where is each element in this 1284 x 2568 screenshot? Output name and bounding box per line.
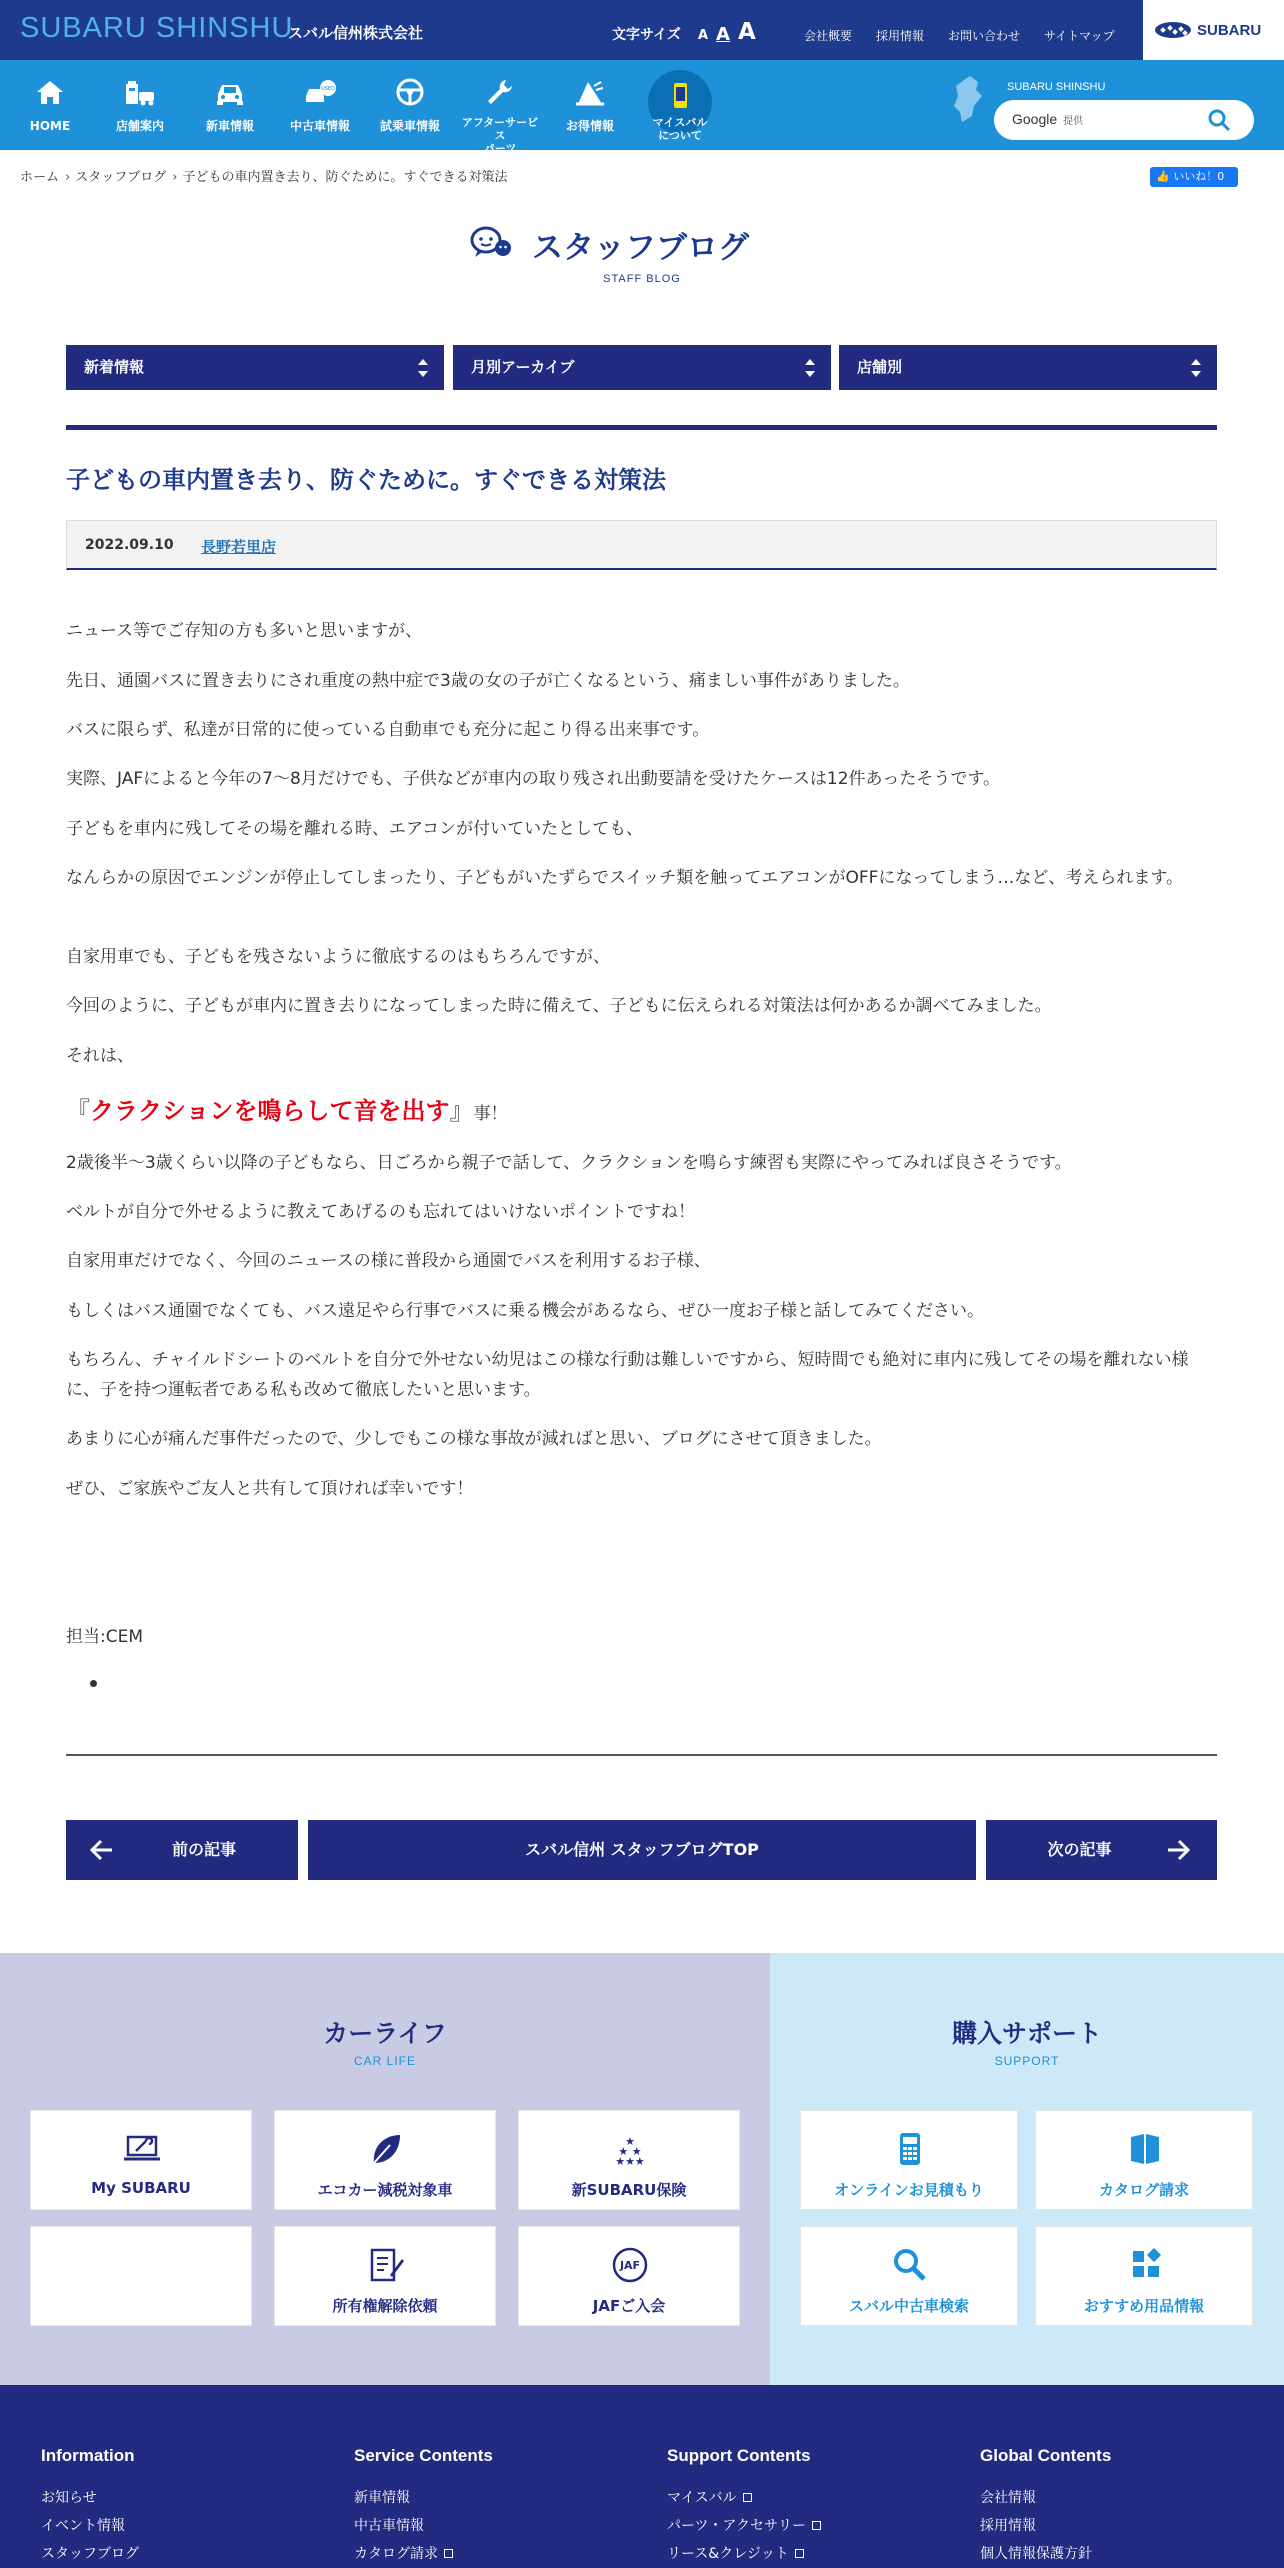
breadcrumb: [20, 166, 507, 185]
nav-mysubaru[interactable]: [644, 60, 716, 150]
nav-label: アフターサービス パーツ: [461, 116, 539, 155]
card-catalog[interactable]: カタログ請求: [1035, 2110, 1253, 2210]
font-size-small-button[interactable]: A: [698, 28, 709, 43]
top-bar: [0, 0, 1284, 60]
smartphone-icon: [664, 82, 696, 110]
support-title: 購入サポート: [951, 2019, 1102, 2048]
article-emphasis: 『クラクションを鳴らして音を出す』事！: [66, 1097, 508, 1125]
article-paragraph: ニュース等でご存知の方も多いと思いますが、: [66, 621, 423, 641]
card-used-car-search[interactable]: スバル中古車検索: [800, 2226, 1018, 2326]
catalog-icon: [1125, 2131, 1165, 2167]
article-store-link[interactable]: 長野若里店: [201, 538, 277, 556]
article-paragraph: 自家用車でも、子どもを残さないように徹底するのはもちろんですが、: [66, 947, 610, 967]
select-arrows-icon: [1191, 359, 1201, 377]
article-paragraph: 自家用車だけでなく、今回のニュースの様に普段から通園でバスを利用するお子様、: [66, 1251, 711, 1271]
arrow-right-icon: [1166, 1839, 1190, 1861]
subaru-wordmark: SUBARU: [1197, 22, 1262, 39]
prev-article-button[interactable]: 前の記事: [66, 1820, 298, 1880]
laptop-wrench-icon: [122, 2131, 162, 2167]
jaf-icon: [610, 2247, 650, 2283]
company-name: スバル信州株式会社: [288, 24, 424, 42]
nav-label: 中古車情報: [289, 119, 350, 133]
search-icon: [890, 2247, 930, 2283]
nav-home[interactable]: [14, 60, 86, 150]
page-title: スタッフブログ: [532, 230, 749, 266]
card-online-estimate[interactable]: オンラインお見積もり: [800, 2110, 1018, 2210]
google-label: Google 提供: [1012, 111, 1084, 127]
nav-stores[interactable]: [104, 60, 176, 150]
card-jaf[interactable]: JAF JAFご入会: [518, 2226, 740, 2326]
card-empty[interactable]: [30, 2226, 252, 2326]
nav-label: 店舗案内: [115, 119, 164, 133]
footer-link[interactable]: 採用情報: [980, 2518, 1036, 2534]
search-input[interactable]: [1084, 106, 1194, 134]
stars-icon: [610, 2131, 650, 2167]
breadcrumb-blog[interactable]: スタッフブログ: [75, 170, 167, 185]
chevron-right-icon: ›: [172, 170, 178, 185]
store-icon: [124, 78, 156, 106]
footer-heading: Information: [41, 2446, 135, 2465]
calculator-icon: [890, 2131, 930, 2167]
facebook-like-button[interactable]: 👍 いいね！0: [1150, 167, 1238, 187]
article-paragraph: 子どもを車内に残してその場を離れる時、エアコンが付いていたとしても、: [66, 819, 644, 839]
article-paragraph: それは、: [66, 1046, 134, 1066]
footer-link[interactable]: イベント情報: [41, 2518, 125, 2534]
card-my-subaru[interactable]: My SUBARU: [30, 2110, 252, 2210]
footer-link[interactable]: 個人情報保護方針: [980, 2546, 1092, 2562]
article-title: 子どもの車内置き去り、防ぐために。すぐできる対策法: [66, 466, 666, 494]
footer-heading: Support Contents: [667, 2446, 811, 2465]
site-search: [994, 100, 1254, 140]
steering-wheel-icon: [394, 78, 426, 106]
nav-label: 試乗車情報: [379, 119, 440, 133]
next-article-button[interactable]: 次の記事: [986, 1820, 1217, 1880]
footer-link[interactable]: パーツ・アクセサリー: [667, 2512, 821, 2540]
megaphone-icon: [574, 78, 606, 106]
footer-col-global: [980, 2446, 1111, 2568]
link-sitemap[interactable]: サイトマップ: [1044, 29, 1115, 43]
pleiades-icon: [1155, 22, 1191, 38]
carlife-title: カーライフ: [323, 2019, 447, 2048]
carlife-subtitle: CAR LIFE: [353, 2054, 416, 2068]
footer-link[interactable]: 会社情報: [980, 2490, 1036, 2506]
nav-label: お得情報: [565, 119, 614, 133]
svg-text:★ ★: ★ ★: [618, 2145, 642, 2158]
home-icon: [34, 78, 66, 106]
link-contact[interactable]: お問い合わせ: [948, 29, 1021, 43]
subaru-logo[interactable]: [1143, 0, 1284, 60]
emphasis-highlight: クラクションを鳴らして音を出す: [90, 1097, 450, 1125]
article-meta: [66, 520, 1217, 570]
link-recruit[interactable]: 採用情報: [876, 29, 925, 43]
page-subtitle: STAFF BLOG: [603, 273, 681, 285]
filter-latest[interactable]: 新着情報: [66, 345, 444, 390]
external-link-icon: [444, 2549, 453, 2558]
nav-test-drive[interactable]: [374, 60, 446, 150]
region-label: SUBARU SHINSHU: [1007, 81, 1106, 93]
support-subtitle: SUPPORT: [994, 2054, 1060, 2068]
footer-col-support: [667, 2446, 821, 2568]
article-paragraph: ベルトが自分で外せるように教えてあげるのも忘れてはいけないポイントですね！: [66, 1202, 695, 1222]
footer-heading: Service Contents: [354, 2446, 493, 2465]
card-ownership-release[interactable]: 所有権解除依頼: [274, 2226, 496, 2326]
article-paragraph: 実際、JAFによると今年の7〜8月だけでも、子供などが車内の取り残され出動要請を受けたケースは12件あったそうです。: [66, 769, 1001, 789]
nav-label: 新車情報: [205, 119, 254, 133]
used-car-icon: [304, 78, 336, 106]
chat-bubbles-icon: [470, 226, 512, 260]
thumbs-up-icon: 👍: [1156, 170, 1170, 183]
car-icon: [214, 78, 246, 106]
footer-heading: Global Contents: [980, 2446, 1112, 2465]
breadcrumb-home[interactable]: ホーム: [20, 170, 60, 185]
document-pen-icon: [366, 2247, 406, 2283]
nav-label: マイスバル について: [652, 116, 708, 142]
nagano-map-icon: [952, 76, 984, 122]
arrow-left-icon: [90, 1839, 114, 1861]
font-size-large-button[interactable]: A: [738, 19, 756, 45]
footer-link[interactable]: カタログ請求: [354, 2540, 493, 2568]
article-bottom-rule: [66, 1754, 1217, 1756]
article-paragraph: もしくはバス通園でなくても、バス遠足やら行事でバスに乗る機会があるなら、ぜひ一度お子様と話してみてください。: [66, 1301, 984, 1321]
footer-link[interactable]: 新車情報: [354, 2490, 410, 2506]
footer-link[interactable]: 中古車情報: [354, 2518, 424, 2534]
article-paragraph: バスに限らず、私達が日常的に使っている自動車でも充分に起こり得る出来事です。: [66, 720, 710, 740]
leaf-icon: [366, 2131, 406, 2167]
article-paragraph: 今回のように、子どもが車内に置き去りになってしまった時に備えて、子どもに伝えられる対策法は何かあるか調べてみました。: [66, 996, 1052, 1016]
external-link-icon: [812, 2521, 821, 2530]
card-recommended-parts[interactable]: おすすめ用品情報: [1035, 2226, 1253, 2326]
footer-col-information: [41, 2446, 139, 2568]
card-insurance[interactable]: ★ ★ ★ ★★★ 新SUBARU保険: [518, 2110, 740, 2210]
chevron-right-icon: ›: [65, 170, 71, 185]
font-size-medium-button[interactable]: A: [716, 24, 730, 45]
select-arrows-icon: [418, 359, 428, 377]
article-paragraph: ぜひ、ご家族やご友人と共有して頂ければ幸いです！: [66, 1479, 474, 1499]
article-date: 2022.09.10: [85, 537, 174, 553]
nav-deals[interactable]: [554, 60, 626, 150]
filter-monthly-archive[interactable]: 月別アーカイブ: [453, 345, 831, 390]
nav-after-service[interactable]: [461, 60, 539, 155]
article-paragraph: 2歳後半〜3歳くらい以降の子どもなら、日ごろから親子で話して、クラクションを鳴らす練習も実際にやってみれば良さそうです。: [66, 1153, 1072, 1173]
svg-text:★: ★: [625, 2135, 635, 2148]
article-author: 担当:CEM: [66, 1627, 144, 1647]
empty-list-bullet: [90, 1680, 97, 1687]
card-eco-car[interactable]: エコカー減税対象車: [274, 2110, 496, 2210]
article-top-rule: [66, 425, 1217, 430]
article-paragraph: もちろん、チャイルドシートのベルトを自分で外せない幼児はこの様な行動は難しいですから、短時間でも絶対に車内に残してその場を離れない様に、子を持つ運転者である私も改めて徹底したいと思います。: [66, 1350, 1189, 1400]
search-icon[interactable]: [1206, 107, 1232, 133]
footer-link[interactable]: お知らせ: [41, 2490, 97, 2506]
nav-label: HOME: [29, 119, 71, 133]
article-paragraph: なんらかの原因でエンジンが停止してしまったり、子どもがいたずらでスイッチ類を触ってエアコンがOFFになってしまう…など、考えられます。: [66, 868, 1184, 888]
select-arrows-icon: [805, 359, 815, 377]
external-link-icon: [743, 2493, 752, 2502]
breadcrumb-current: 子どもの車内置き去り、防ぐために。すぐできる対策法: [182, 170, 508, 185]
svg-text:JAF: JAF: [619, 2259, 641, 2272]
blog-top-button[interactable]: スバル信州 スタッフブログTOP: [308, 1820, 976, 1880]
wrench-icon: [484, 78, 516, 106]
svg-text:★★★: ★★★: [615, 2155, 645, 2167]
footer-link[interactable]: リース&クレジット: [667, 2540, 821, 2568]
nav-new-cars[interactable]: [194, 60, 266, 150]
font-size-label: 文字サイズ: [612, 27, 681, 43]
link-company[interactable]: 会社概要: [804, 29, 853, 43]
footer-col-service: [354, 2446, 493, 2568]
nav-used-cars[interactable]: [284, 60, 356, 150]
brand-logo[interactable]: SUBARU SHINSHU: [20, 12, 294, 44]
article-paragraph: あまりに心が痛んだ事件だったので、少しでもこの様な事故が減ればと思い、ブログにさせて頂きました。: [66, 1429, 882, 1449]
external-link-icon: [795, 2549, 804, 2558]
used-badge: USED: [321, 86, 335, 92]
filter-by-store[interactable]: 店舗別: [839, 345, 1217, 390]
footer-link[interactable]: マイスバル: [667, 2484, 821, 2512]
parts-icon: [1125, 2247, 1165, 2283]
footer-link[interactable]: スタッフブログ: [41, 2546, 139, 2562]
article-paragraph: 先日、通園バスに置き去りにされ重度の熱中症で3歳の女の子が亡くなるという、痛ましい事件がありました。: [66, 671, 910, 691]
